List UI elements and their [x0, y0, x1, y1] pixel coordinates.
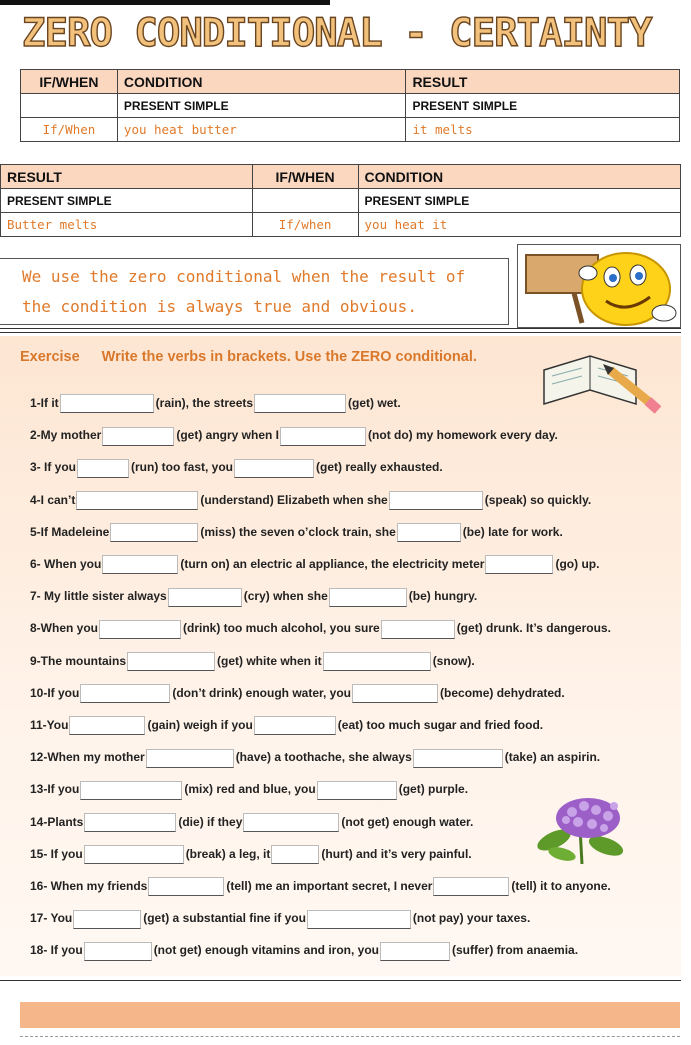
answer-blank[interactable] — [76, 491, 198, 510]
answer-blank[interactable] — [485, 555, 553, 574]
item-text-middle: (drink) too much alcohol, you sure — [183, 621, 380, 636]
exercise-label: Exercise — [20, 349, 80, 365]
exercise-item — [30, 490, 591, 510]
col-condition: CONDITION — [358, 165, 680, 189]
item-text-end: (get) purple. — [398, 782, 469, 797]
answer-blank[interactable] — [99, 620, 181, 639]
col-result: RESULT — [406, 70, 680, 94]
item-text-end: (hurt) and it’s very painful. — [321, 846, 472, 861]
answer-blank[interactable] — [77, 459, 129, 478]
notebook-pencil-icon — [540, 350, 664, 418]
exercise-item — [30, 586, 477, 606]
item-text-start: 13-If you — [30, 782, 80, 797]
item-text-middle: (get) angry when I — [176, 428, 280, 443]
item-text-middle: (mix) red and blue, you — [184, 782, 316, 797]
answer-blank[interactable] — [234, 459, 314, 478]
item-text-middle: (gain) weigh if you — [147, 718, 253, 732]
tense-cell: PRESENT SIMPLE — [117, 94, 406, 118]
answer-blank[interactable] — [413, 749, 503, 768]
item-text-end: (snow). — [432, 653, 475, 668]
footer-bar — [20, 1002, 680, 1028]
answer-blank[interactable] — [323, 652, 431, 671]
item-text-start: 12-When my mother — [30, 750, 145, 765]
item-text-middle: (rain), the streets — [155, 396, 254, 410]
example-cell: If/when — [252, 213, 358, 237]
tense-cell: PRESENT SIMPLE — [406, 94, 680, 118]
answer-blank[interactable] — [433, 877, 509, 896]
item-text-end: (take) an aspirin. — [504, 750, 601, 765]
table-tense-row — [1, 189, 681, 213]
item-text-start: 10-If you — [30, 685, 80, 700]
table-header-row — [1, 165, 681, 189]
example-cell: it melts — [406, 118, 680, 142]
answer-blank[interactable] — [60, 394, 154, 413]
answer-blank[interactable] — [84, 813, 176, 832]
item-text-end: (go) up. — [555, 557, 600, 571]
exercise-heading — [20, 349, 477, 365]
item-text-start: 16- When my friends — [30, 879, 148, 893]
exercise-item — [30, 747, 600, 767]
item-text-end: (not do) my homework every day. — [368, 428, 558, 443]
item-text-middle: (don’t drink) enough water, you — [172, 685, 352, 700]
answer-blank[interactable] — [69, 716, 145, 735]
page-title: ZERO CONDITIONAL - CERTAINTY — [22, 11, 652, 56]
item-text-end: (not pay) your taxes. — [412, 911, 531, 926]
item-text-middle: (get) a substantial fine if you — [143, 911, 306, 926]
answer-blank[interactable] — [168, 588, 242, 607]
item-text-middle: (not get) enough vitamins and iron, you — [153, 943, 380, 958]
exercise-item — [30, 651, 475, 671]
item-text-start: 14-Plants — [30, 814, 84, 829]
answer-blank[interactable] — [389, 491, 483, 510]
table-tense-row — [21, 94, 680, 118]
item-text-middle: (tell) me an important secret, I never — [226, 879, 433, 893]
example-cell: you heat butter — [117, 118, 406, 142]
answer-blank[interactable] — [381, 620, 455, 639]
answer-blank[interactable] — [148, 877, 224, 896]
col-condition: CONDITION — [117, 70, 406, 94]
item-text-end: (get) really exhausted. — [316, 460, 443, 475]
answer-blank[interactable] — [243, 813, 339, 832]
item-text-start: 6- When you — [30, 557, 102, 571]
item-text-end: (speak) so quickly. — [484, 492, 592, 507]
item-text-start: 5-If Madeleine — [30, 524, 110, 539]
col-ifwhen: IF/WHEN — [252, 165, 358, 189]
rule-text: We use the zero conditional when the result of the condition is always true and obvious. — [22, 267, 466, 316]
exercise-item — [30, 715, 543, 735]
structure-table-result-first — [0, 164, 681, 237]
exercise-item — [30, 425, 558, 445]
item-text-start: 15- If you — [30, 846, 83, 861]
exercise-item — [30, 876, 611, 896]
item-text-end: (be) hungry. — [408, 589, 478, 604]
answer-blank[interactable] — [146, 749, 234, 768]
answer-blank[interactable] — [84, 845, 184, 864]
item-text-middle: (break) a leg, it — [185, 846, 271, 861]
answer-blank[interactable] — [127, 652, 215, 671]
divider — [0, 332, 681, 333]
answer-blank[interactable] — [80, 684, 170, 703]
item-text-start: 4-I can’t — [30, 492, 76, 507]
answer-blank[interactable] — [73, 910, 141, 929]
table-example-row — [21, 118, 680, 142]
exercise-item — [30, 908, 530, 928]
top-bar — [0, 0, 330, 5]
answer-blank[interactable] — [102, 555, 178, 574]
exercise-item — [30, 457, 443, 477]
item-text-end: (eat) too much sugar and fried food. — [337, 718, 544, 732]
col-result: RESULT — [1, 165, 253, 189]
item-text-end: (suffer) from anaemia. — [452, 943, 579, 958]
item-text-middle: (understand) Elizabeth when she — [200, 492, 388, 507]
divider — [0, 980, 681, 981]
item-text-middle: (get) white when it — [217, 653, 322, 668]
exercise-item — [30, 940, 578, 960]
answer-blank[interactable] — [329, 588, 407, 607]
item-text-middle: (turn on) an electric al appliance, the electricity meter — [180, 557, 485, 571]
example-cell: you heat it — [358, 213, 680, 237]
exercise-item — [30, 812, 473, 832]
table-header-row — [21, 70, 680, 94]
tense-cell: PRESENT SIMPLE — [1, 189, 253, 213]
item-text-start: 11-You — [30, 718, 69, 732]
exercise-item — [30, 844, 472, 864]
exercise-item — [30, 554, 599, 574]
item-text-end: (get) drunk. It’s dangerous. — [456, 621, 611, 636]
example-cell: Butter melts — [1, 213, 253, 237]
answer-blank[interactable] — [280, 427, 366, 446]
item-text-end: (tell) it to anyone. — [511, 879, 611, 893]
divider — [0, 328, 681, 329]
tense-cell — [252, 189, 358, 213]
answer-blank[interactable] — [80, 781, 182, 800]
answer-blank[interactable] — [271, 845, 319, 864]
item-text-start: 18- If you — [30, 943, 83, 958]
item-text-start: 3- If you — [30, 460, 77, 475]
exercise-item — [30, 393, 401, 413]
answer-blank[interactable] — [102, 427, 174, 446]
table-example-row — [1, 213, 681, 237]
item-text-middle: (cry) when she — [243, 589, 328, 604]
answer-blank[interactable] — [380, 942, 450, 961]
item-text-end: (get) wet. — [348, 396, 401, 410]
exercise-item — [30, 683, 565, 703]
answer-blank[interactable] — [397, 523, 461, 542]
item-text-end: (be) late for work. — [462, 524, 563, 539]
item-text-start: 1-If it — [30, 396, 59, 410]
answer-blank[interactable] — [254, 394, 346, 413]
item-text-start: 7- My little sister always — [30, 589, 167, 604]
structure-table-if-first — [20, 69, 680, 142]
cut-line — [20, 1036, 680, 1039]
col-ifwhen: IF/WHEN — [21, 70, 118, 94]
exercise-item — [30, 779, 468, 799]
tense-cell — [21, 94, 118, 118]
item-text-start: 8-When you — [30, 621, 98, 636]
answer-blank[interactable] — [317, 781, 397, 800]
item-text-end: (become) dehydrated. — [440, 685, 565, 700]
exercise-item — [30, 618, 611, 638]
item-text-end: (not get) enough water. — [341, 814, 474, 829]
smiley-sign-picture — [517, 244, 681, 328]
smiley-sign-icon — [518, 245, 680, 327]
item-text-middle: (have) a toothache, she always — [235, 750, 412, 765]
item-text-start: 17- You — [30, 911, 73, 926]
tense-cell: PRESENT SIMPLE — [358, 189, 680, 213]
exercise-item — [30, 522, 563, 542]
exercise-instruction: Write the verbs in brackets. Use the ZERO conditional. — [101, 349, 477, 365]
item-text-start: 2-My mother — [30, 428, 102, 443]
answer-blank[interactable] — [84, 942, 152, 961]
answer-blank[interactable] — [110, 523, 198, 542]
lilac-flower-icon — [532, 788, 632, 866]
example-cell: If/When — [21, 118, 118, 142]
answer-blank[interactable] — [254, 716, 336, 735]
item-text-middle: (run) too fast, you — [131, 460, 234, 475]
item-text-start: 9-The mountains — [30, 653, 127, 668]
answer-blank[interactable] — [307, 910, 411, 929]
item-text-middle: (die) if they — [178, 814, 243, 829]
item-text-middle: (miss) the seven o’clock train, she — [200, 524, 396, 539]
answer-blank[interactable] — [352, 684, 438, 703]
